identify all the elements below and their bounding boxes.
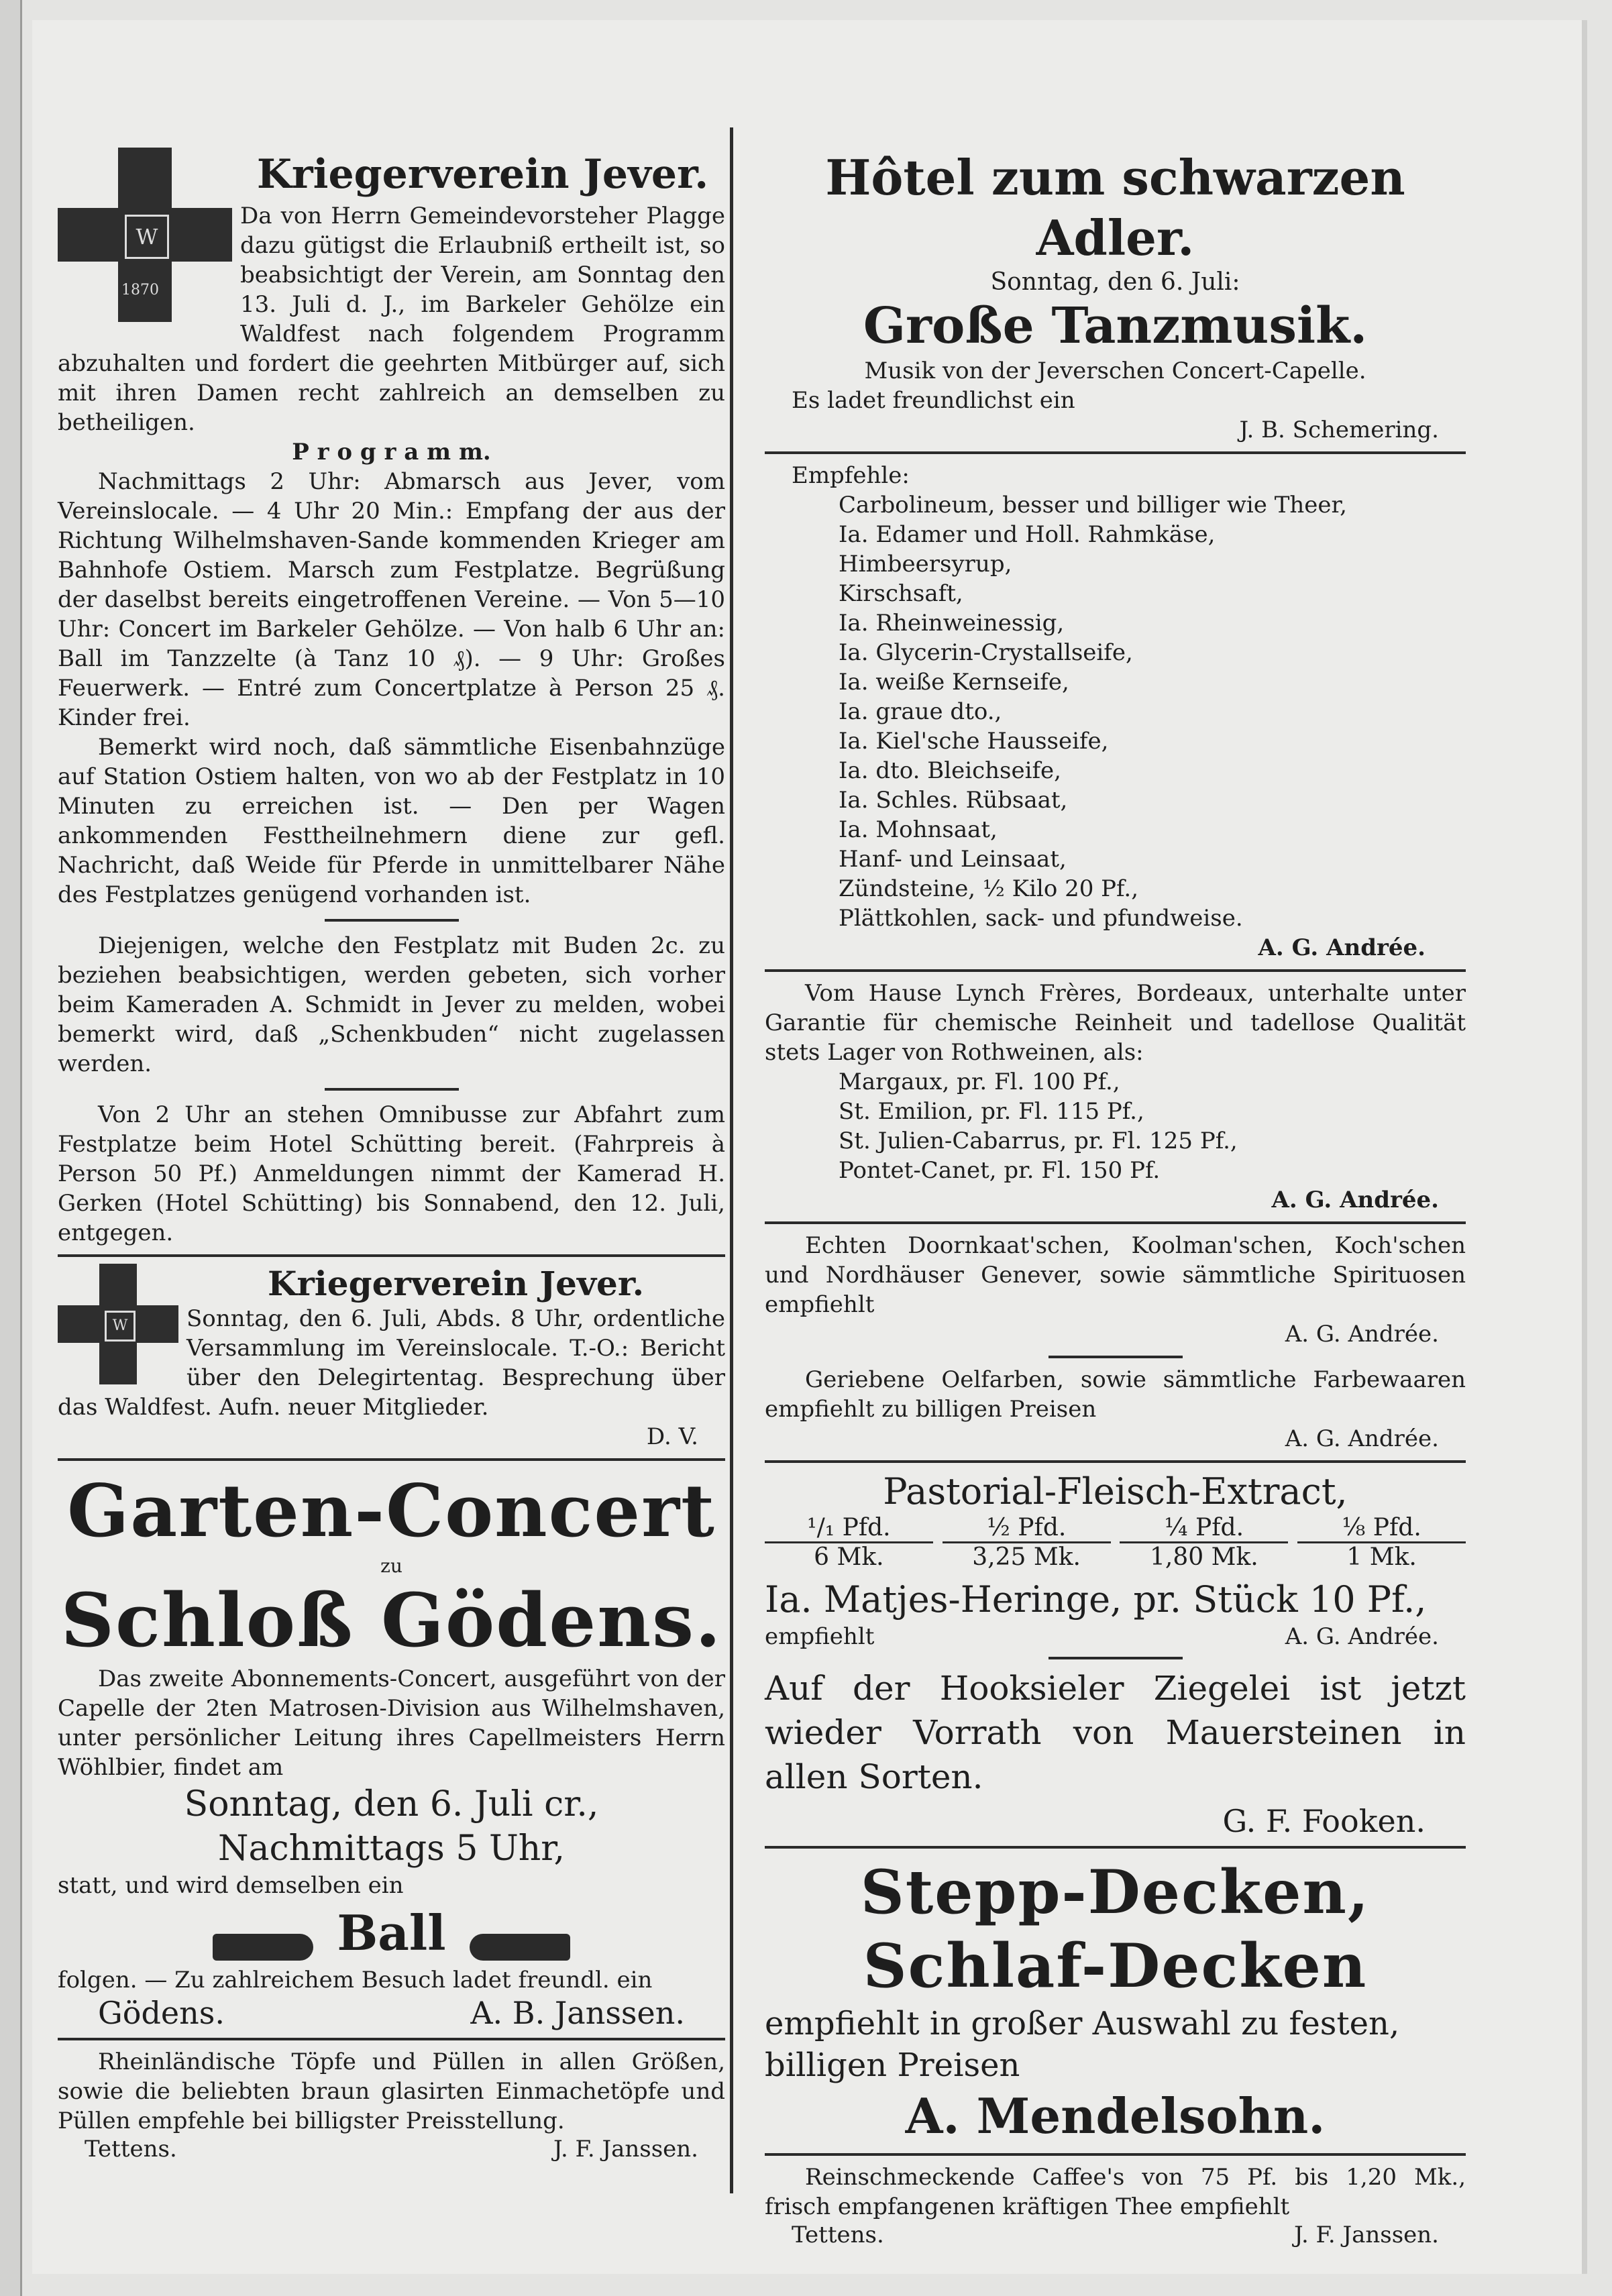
program-text: Nachmittags 2 Uhr: Abmarsch aus Jever, vom Vereinslocale. — 4 Uhr 20 Min.: Empfang der aus der Richtung Wilhelmshaven-Sande kommenden Krieger am Bahnhofe Ostiem. Marsch zum Festplatze. Begrüßung der daselbst bereits eingetroffenen Vereine. — Von 5—10 Uhr: Concert im Barkeler Gehölze. — Von halb 6 Uhr an: Ball im Tanzzelte (à Tanz 10 ₰). — 9 Uhr: Großes Feuerwerk. — Entré zum Concertplatze à Person 25 ₰. Kinder frei. [58,468,725,731]
decken-ad [765,1855,1466,2146]
newspaper-page [32,20,1587,2274]
cross-letter: W [125,215,169,259]
ad-title: Pastorial-Fleisch-Extract, [883,1470,1348,1513]
genever-text: Echten Doornkaat'schen, Koolman'schen, Koch'schen und Nordhäuser Genever, sowie sämmtliche Spirituosen empfiehlt [765,1232,1466,1318]
rule [765,1846,1466,1849]
signature-place: Tettens. [85,2136,177,2163]
kriegerverein-ad [58,148,725,1248]
signature: A. G. Andrée. [1285,1321,1439,1348]
caffee-text: Reinschmeckende Caffee's von 75 Pf. bis 1,20 Mk., frisch empfangenen kräftigen Thee empfiehlt [765,2164,1466,2220]
right-column [765,20,1466,2267]
rule [58,1458,725,1461]
signature: A. G. Andrée. [1258,934,1426,961]
zu-text: zu [380,1555,402,1577]
invite-text: Es ladet freundlichst ein [792,387,1075,414]
ball-line [58,1904,725,1961]
oelfarben-ad [765,1365,1466,1454]
folgen-text: folgen. — Zu zahlreichem Besuch ladet freundl. ein [58,1967,653,1993]
size-cell: ¼ Pfd. [1120,1514,1288,1543]
price-row [765,1543,1466,1571]
kriegerverein-meeting-ad [58,1264,725,1452]
wine-list [765,1067,1466,1185]
signature: A. G. Andrée. [1285,1425,1439,1452]
ad-title: Garten-Concert [67,1469,716,1553]
product-item: Ia. dto. Bleichseife, [839,757,1061,784]
iron-cross-icon [58,1264,178,1384]
decken-text: empfiehlt in großer Auswahl zu festen, billigen Preisen [765,2005,1400,2084]
product-item: Himbeersyrup, [839,551,1012,578]
rule [58,1254,725,1257]
ball-text: Ball [337,1904,446,1961]
concert-time: Nachmittags 5 Uhr, [218,1828,565,1869]
signature-name: J. F. Janssen. [1293,2222,1439,2248]
rule [325,1088,459,1091]
empfehle-ad [765,461,1466,963]
concert-date: Sonntag, den 6. Juli cr., [184,1784,599,1824]
rule [765,969,1466,972]
concert-text: Das zweite Abonnements-Concert, ausgeführt von der Capelle der 2ten Matrosen-Division aus Wilhelmshaven, unter persönlicher Leitung ihres Capellmeisters Herrn Wöhlbier, findet am [58,1665,725,1781]
signature-name: A. G. Andrée. [1285,1623,1439,1650]
wine-ad [765,979,1466,1215]
wine-item: Margaux, pr. Fl. 100 Pf., [839,1069,1120,1095]
product-item: Hanf- und Leinsaat, [839,846,1067,873]
price-cell: 3,25 Mk. [972,1543,1081,1571]
rule [765,1460,1466,1463]
decken-line-2: Schlaf-Decken [863,1930,1368,2002]
ziegelei-ad [765,1666,1466,1839]
product-item: Ia. weiße Kernseife, [839,669,1069,696]
rule [765,1221,1466,1224]
product-item: Kirschsaft, [839,580,963,607]
ad-title: Kriegerverein Jever. [256,151,709,198]
empfehle-heading: Empfehle: [792,462,910,489]
statt-text: statt, und wird demselben ein [58,1872,404,1899]
signature-place: Tettens. [792,2222,884,2248]
signature-name: J. F. Janssen. [553,2136,698,2163]
music-text: Musik von der Jeverschen Concert-Capelle. [864,358,1366,384]
signature-name: A. B. Janssen. [470,1995,685,2031]
rule [765,2153,1466,2156]
signature-line [765,1623,1466,1650]
rule [1049,1657,1183,1659]
hotel-ad [765,148,1466,445]
cross-letter: W [105,1311,136,1342]
signature-line [58,2136,725,2163]
omnibus-text: Von 2 Uhr an stehen Omnibusse zur Abfahrt zum Festplatze beim Hotel Schütting bereit. (Fahrpreis à Person 50 Pf.) Anmeldungen nimmt der Kamerad H. Gerken (Hotel Schütting) bis Sonnabend, den 12. Juli, entgegen. [58,1101,725,1246]
oel-text: Geriebene Oelfarben, sowie sämmtliche Farbewaaren empfiehlt zu billigen Preisen [765,1366,1466,1423]
rule [1049,1356,1183,1358]
signature-line [58,1995,725,2031]
empfiehlt-text: empfiehlt [765,1623,875,1650]
size-row [765,1514,1466,1543]
cross-year: 1870 [121,282,159,298]
price-cell: 1,80 Mk. [1150,1543,1258,1571]
product-list [765,490,1466,933]
product-item: Ia. Glycerin-Crystallseife, [839,639,1133,666]
product-item: Plättkohlen, sack- und pfundweise. [839,905,1243,932]
size-cell: ⅛ Pfd. [1297,1514,1466,1543]
product-item: Ia. Mohnsaat, [839,816,998,843]
iron-cross-icon [58,148,232,322]
product-item: Ia. Edamer und Holl. Rahmkäse, [839,521,1216,548]
rule [325,919,459,922]
size-cell: ½ Pfd. [943,1514,1111,1543]
ziegel-text: Auf der Hooksieler Ziegelei ist jetzt wieder Vorrath von Mauersteinen in allen Sorten. [765,1669,1466,1796]
price-cell: 6 Mk. [814,1543,884,1571]
fleisch-extract-ad [765,1470,1466,1650]
signature: G. F. Fooken. [1222,1803,1426,1839]
product-item: Zündsteine, ½ Kilo 20 Pf., [839,875,1139,902]
event-title: Große Tanzmusik. [863,297,1368,355]
product-item: Carbolineum, besser und billiger wie Theer, [839,492,1347,518]
matjes-text: Ia. Matjes-Heringe, pr. Stück 10 Pf., [765,1578,1427,1621]
rule [765,451,1466,454]
wine-item: St. Julien-Cabarrus, pr. Fl. 125 Pf., [839,1128,1238,1154]
meeting-text: Sonntag, den 6. Juli, Abds. 8 Uhr, ordentliche Versammlung im Vereinslocale. T.-O.: Bericht über den Delegirtentag. Besprechung über das Waldfest. Aufn. neuer Mitglieder. [58,1305,725,1421]
product-item: Ia. Rheinweinessig, [839,610,1065,637]
size-cell: ¹/₁ Pfd. [765,1514,933,1543]
genever-ad [765,1231,1466,1349]
ad-title: Kriegerverein Jever. [268,1264,644,1303]
signature-line [765,2222,1466,2248]
ad-intro: Da von Herrn Gemeindevorsteher Plagge dazu gütigst die Erlaubniß ertheilt ist, so beabsichtigt der Verein, am Sonntag den 13. Juli d. J., im Barkeler Gehölze ein Waldfest nach folgendem Programm abzuhalten und fordert die geehrten Mitbürger auf, sich mit ihren Damen recht zahlreich an demselben zu betheiligen. [58,203,725,436]
signature: D. V. [646,1423,698,1450]
left-column [58,20,725,2267]
event-date: Sonntag, den 6. Juli: [990,268,1240,296]
note-text: Bemerkt wird noch, daß sämmtliche Eisenbahnzüge auf Station Ostiem halten, von wo ab der Festplatz in 10 Minuten zu erreichen ist. — Den per Wagen ankommenden Festtheilnehmern diene zur gefl. Nachricht, daß Weide für Pferde in unmittelbarer Nähe des Festplatzes genügend vorhanden ist. [58,734,725,908]
program-heading: P r o g r a m m. [292,439,491,466]
column-divider [730,127,733,2193]
signature: A. G. Andrée. [1271,1187,1439,1213]
page-binding-edge [0,0,22,2296]
toepfe-ad [58,2047,725,2163]
pointing-hand-right-icon [213,1934,313,1961]
price-cell: 1 Mk. [1346,1543,1417,1571]
wine-item: Pontet-Canet, pr. Fl. 150 Pf. [839,1157,1161,1184]
signature: A. Mendelsohn. [905,2087,1326,2144]
wine-intro: Vom Hause Lynch Frères, Bordeaux, unterhalte unter Garantie für chemische Reinheit und tadellose Qualität stets Lager von Rothweinen, als: [765,980,1466,1066]
wine-item: St. Emilion, pr. Fl. 115 Pf., [839,1098,1144,1125]
product-item: Ia. Kiel'sche Hausseife, [839,728,1109,755]
decken-line-1: Stepp-Decken, [860,1857,1371,1928]
garten-concert-ad [58,1468,725,2031]
caffee-ad [765,2163,1466,2248]
toepfe-text: Rheinländische Töpfe und Püllen in allen Größen, sowie die beliebten braun glasirten Einmachetöpfe und Püllen empfehle bei billigster Preisstellung. [58,2048,725,2134]
pointing-hand-left-icon [470,1934,570,1961]
rule [58,2038,725,2040]
signature: J. B. Schemering. [1239,417,1439,443]
place-title: Schloß Gödens. [60,1577,722,1663]
booths-text: Diejenigen, welche den Festplatz mit Buden 2c. zu beziehen beabsichtigen, werden gebeten, sich vorher beim Kameraden A. Schmidt in Jever zu melden, wobei bemerkt wird, daß „Schenkbuden“ nicht zugelassen werden. [58,932,725,1077]
ad-title: Hôtel zum schwarzen Adler. [825,149,1405,266]
product-item: Ia. Schles. Rübsaat, [839,787,1068,814]
product-item: Ia. graue dto., [839,698,1002,725]
signature-place: Gödens. [98,1995,225,2031]
